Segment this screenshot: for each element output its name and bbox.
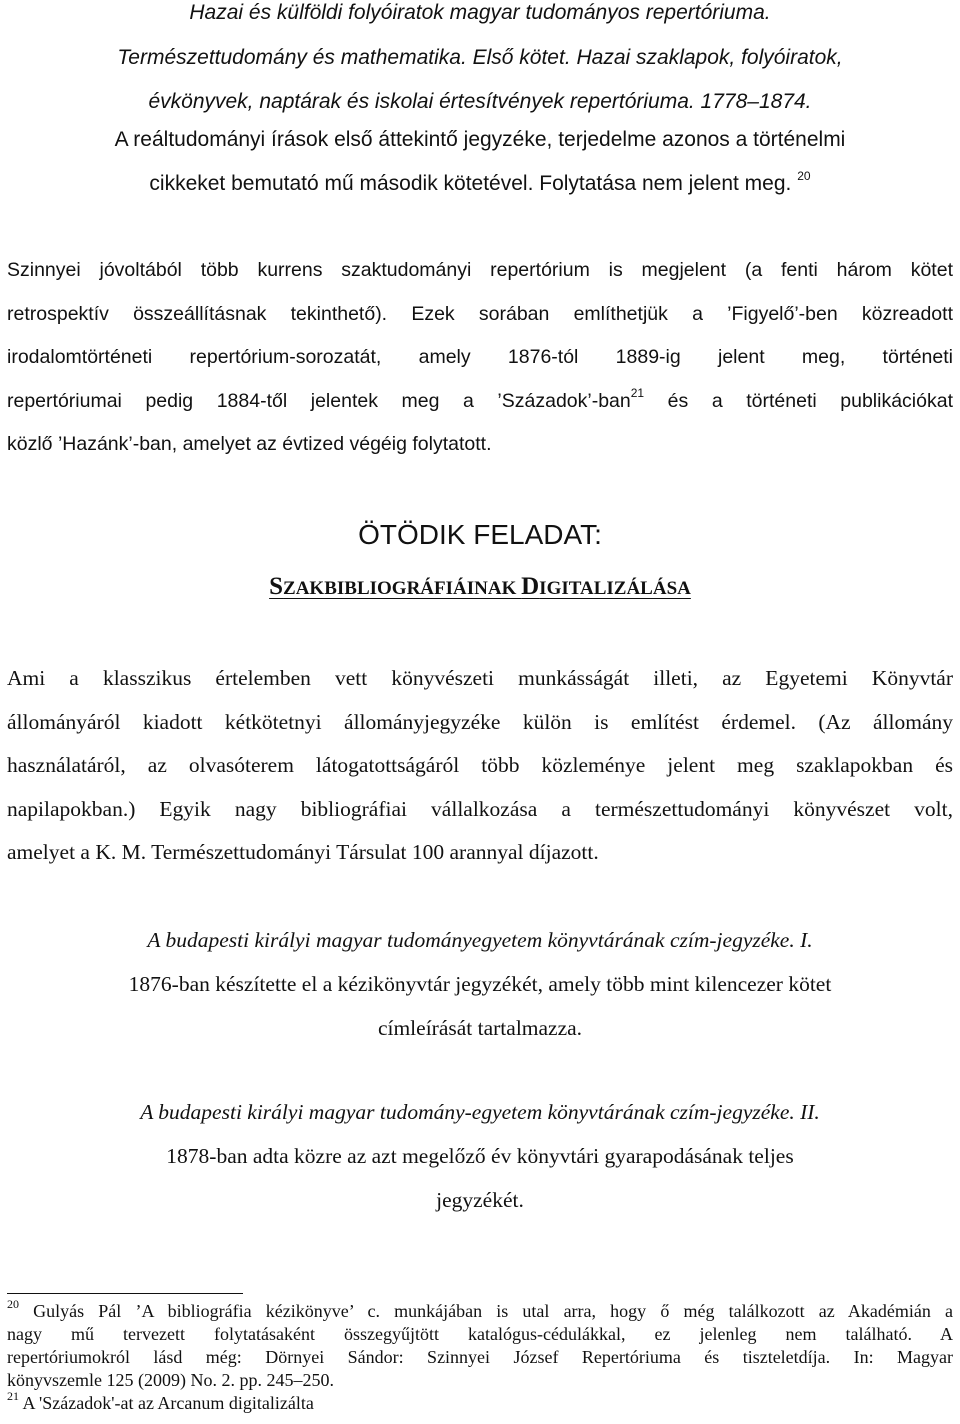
paragraph-line: Szinnyei jóvoltából több kurrens szaktudományi repertórium is megjelent (a fenti három kötet bbox=[7, 259, 953, 281]
catalog-entry-1 bbox=[7, 918, 953, 1050]
paragraph-szinnyei-repertories bbox=[7, 249, 953, 467]
footnote-20 bbox=[7, 1297, 953, 1392]
paragraph-line: retrospektív összeállításnak tekinthető). Ezek sorában említhetjük a ’Figyelő’-ben közreadott bbox=[7, 302, 953, 325]
paragraph-line: irodalomtörténeti repertórium-sorozatát, amely 1876-tól 1889-ig jelent meg, történeti bbox=[7, 346, 953, 368]
footnote-line: repertóriumokról lásd még: Dörnyei Sándor: Szinnyei József Repertóriuma és tiszteletdíja. In: Magyar bbox=[7, 1347, 953, 1367]
repertory-title-block bbox=[7, 0, 953, 125]
catalog-entry-description: jegyzékét. bbox=[436, 1188, 524, 1212]
paragraph-line: amelyet a K. M. Természettudományi Társulat 100 arannyal díjazott. bbox=[7, 840, 599, 864]
repertory-description-line: A reáltudományi írások első áttekintő jegyzéke, terjedelme azonos a történelmi bbox=[114, 128, 846, 151]
paragraph-bibliographic-work bbox=[7, 657, 953, 875]
footnote-line: nagy mű tervezett folytatásaként összegyűjtött katalógus-cédulákkal, ez jelenleg nem található. A bbox=[7, 1324, 953, 1344]
repertory-title-line: Természettudomány és mathematika. Első kötet. Hazai szaklapok, folyóiratok, bbox=[117, 45, 843, 69]
footnote-line: könyvszemle 125 (2009) No. 2. pp. 245–250. bbox=[7, 1370, 334, 1390]
repertory-title-line: Hazai és külföldi folyóiratok magyar tudományos repertóriuma. bbox=[189, 1, 771, 24]
paragraph-line: napilapokban.) Egyik nagy bibliográfiai vállalkozása a természettudományi könyvészet volt, bbox=[7, 796, 953, 821]
catalog-entry-description: 1876-ban készítette el a kézikönyvtár jegyzékét, amely több mint kilencezer kötet bbox=[128, 972, 832, 996]
section-subheading: SZAKBIBLIOGRÁFIÁINAK DIGITALIZÁLÁSA bbox=[269, 573, 691, 600]
footnote-line: $^{20}$ Gulyás Pál ’A bibliográfia kézikönyve’ c. munkájában is utal arra, hogy ő még találkozott az Akadémián a bbox=[7, 1297, 953, 1321]
paragraph-line: repertóriumai pedig 1884-től jelentek meg a ’Századok’-ban$^{21}$ és a történeti publikációkat bbox=[7, 386, 953, 412]
section-heading: ÖTÖDIK FELADAT: bbox=[358, 519, 602, 550]
repertory-description-block bbox=[7, 118, 953, 206]
footnote-21 bbox=[7, 1389, 953, 1415]
catalog-entry-description: címleírását tartalmazza. bbox=[377, 1016, 583, 1040]
catalog-entry-title: A budapesti királyi magyar tudomány-egyetem könyvtárának czím-jegyzéke. II. bbox=[140, 1100, 820, 1124]
footnote-ref-21[interactable]: 21 bbox=[630, 386, 645, 400]
paragraph-line: közlő ’Hazánk’-ban, amelyet az évtized végéig folytatott. bbox=[7, 433, 492, 455]
paragraph-line: állományáról kiadott kétkötetnyi állományjegyzéke külön is említést érdemel. (Az állomány bbox=[7, 709, 953, 734]
footnote-line: $^{21}$ A 'Századok'-at az Arcanum digitalizálta bbox=[7, 1389, 314, 1413]
footnote-ref-20[interactable]: 20 bbox=[797, 169, 811, 183]
catalog-entry-description: 1878-ban adta közre az azt megelőző év könyvtári gyarapodásának teljes bbox=[166, 1144, 794, 1168]
footnote-separator bbox=[7, 1293, 243, 1294]
repertory-title-line: évkönyvek, naptárak és iskolai értesítvények repertóriuma. 1778–1874. bbox=[148, 90, 812, 113]
catalog-entry-title: A budapesti királyi magyar tudományegyetem könyvtárának czím-jegyzéke. I. bbox=[147, 928, 813, 952]
paragraph-line: Ami a klasszikus értelemben vett könyvészeti munkásságát illeti, az Egyetemi Könyvtár bbox=[7, 666, 953, 690]
catalog-entry-2 bbox=[7, 1090, 953, 1222]
repertory-description-line: cikkeket bemutató mű második kötetével. Folytatása nem jelent meg. $^{20}$ bbox=[149, 169, 811, 195]
paragraph-line: használatáról, az olvasóterem látogatottságáról több közleménye jelent meg szaklapokban és bbox=[7, 753, 953, 777]
